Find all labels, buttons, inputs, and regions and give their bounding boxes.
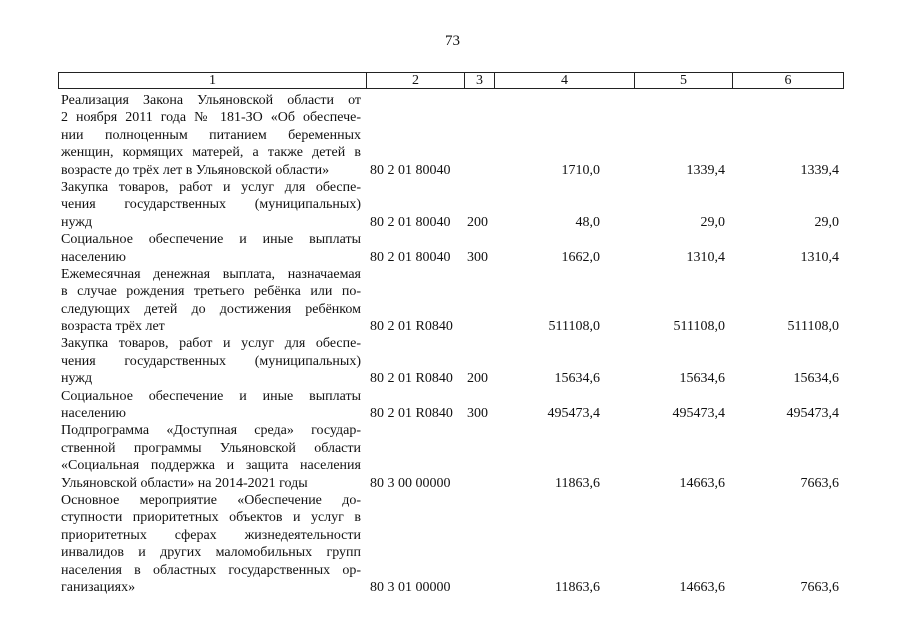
description-line: Ульяновской области» на 2014-2021 годы [61, 475, 308, 491]
value-col-6: 29,0 [814, 214, 839, 230]
budget-code: 80 2 01 R0840 [370, 319, 453, 335]
header-col-2: 2 [367, 73, 465, 88]
expense-type: 200 [467, 214, 488, 230]
table-row [0, 231, 905, 266]
budget-code: 80 3 00 00000 [370, 475, 451, 491]
description-line: ственной программы Ульяновской области [61, 440, 361, 456]
description-line: приоритетных сферах жизнедеятельности [61, 527, 361, 543]
value-col-4: 1662,0 [561, 249, 600, 265]
row-description [61, 179, 361, 231]
budget-code: 80 2 01 80040 [370, 162, 451, 178]
description-line: нужд [61, 371, 93, 387]
description-line: возрасте до трёх лет в Ульяновской области» [61, 162, 330, 178]
row-description [61, 266, 361, 336]
value-col-4: 1710,0 [561, 162, 600, 178]
description-line: женщин, кормящих матерей, а также детей в [61, 145, 361, 161]
value-col-6: 495473,4 [786, 406, 839, 422]
page-number: 73 [445, 33, 460, 49]
header-col-1: 1 [59, 73, 367, 88]
description-line: Закупка товаров, работ и услуг для обеспе- [61, 179, 361, 195]
description-line: населению [61, 249, 126, 265]
description-line: 2 ноября 2011 года № 181-ЗО «Об обеспече- [61, 110, 361, 126]
description-line: нии полноценным питанием беременных [61, 127, 361, 143]
row-description [61, 231, 361, 266]
row-description [61, 422, 361, 492]
description-line: следующих детей до достижения ребёнком [61, 301, 361, 317]
description-line: ганизациях» [61, 579, 136, 595]
header-col-5: 5 [635, 73, 733, 88]
table-row [0, 388, 905, 423]
budget-code: 80 2 01 R0840 [370, 371, 453, 387]
description-line: Закупка товаров, работ и услуг для обеспе- [61, 336, 361, 352]
row-description [61, 492, 361, 596]
description-line: населения в областных государственных ор- [61, 562, 361, 578]
table-header [58, 72, 844, 89]
budget-code: 80 3 01 00000 [370, 579, 451, 595]
value-col-5: 29,0 [700, 214, 725, 230]
description-line: Социальное обеспечение и иные выплаты [61, 232, 361, 248]
description-line: населению [61, 406, 126, 422]
description-line: в случае рождения третьего ребёнка или по- [61, 284, 361, 300]
budget-code: 80 2 01 80040 [370, 214, 451, 230]
value-col-4: 511108,0 [548, 319, 600, 335]
expense-type: 200 [467, 371, 488, 387]
value-col-5: 14663,6 [679, 475, 725, 491]
value-col-6: 7663,6 [800, 475, 839, 491]
description-line: чения государственных (муниципальных) [61, 197, 361, 213]
value-col-6: 511108,0 [787, 319, 839, 335]
row-description [61, 335, 361, 387]
value-col-6: 1310,4 [800, 249, 839, 265]
value-col-6: 7663,6 [800, 579, 839, 595]
description-line: Социальное обеспечение и иные выплаты [61, 388, 361, 404]
value-col-6: 1339,4 [800, 162, 839, 178]
header-col-6: 6 [784, 73, 792, 88]
value-col-4: 48,0 [575, 214, 600, 230]
value-col-5: 495473,4 [672, 406, 725, 422]
table-row [0, 179, 905, 231]
value-col-5: 14663,6 [679, 579, 725, 595]
table-row [0, 492, 905, 596]
value-col-5: 1310,4 [686, 249, 725, 265]
description-line: Реализация Закона Ульяновской области от [61, 93, 361, 108]
table-row [0, 335, 905, 387]
table-row [0, 92, 905, 179]
value-col-6: 15634,6 [793, 371, 839, 387]
description-line: Основное мероприятие «Обеспечение до- [61, 492, 361, 508]
description-line: чения государственных (муниципальных) [61, 353, 361, 369]
value-col-4: 495473,4 [547, 406, 600, 422]
value-col-4: 15634,6 [554, 371, 600, 387]
header-col-3: 3 [465, 73, 495, 88]
expense-type: 300 [467, 406, 488, 422]
description-line: возраста трёх лет [61, 319, 165, 335]
description-line: нужд [61, 214, 93, 230]
description-line: ступности приоритетных объектов и услуг в [61, 510, 361, 526]
description-line: Ежемесячная денежная выплата, назначаемая [61, 266, 361, 282]
header-col-4: 4 [495, 73, 635, 88]
value-col-5: 511108,0 [673, 319, 725, 335]
row-description [61, 388, 361, 423]
table-row [0, 266, 905, 336]
description-line: инвалидов и других маломобильных групп [61, 545, 361, 561]
description-line: «Социальная поддержка и защита населения [61, 458, 361, 474]
value-col-4: 11863,6 [555, 475, 600, 491]
value-col-4: 11863,6 [555, 579, 600, 595]
budget-code: 80 2 01 80040 [370, 249, 451, 265]
row-description [61, 92, 361, 179]
value-col-5: 15634,6 [679, 371, 725, 387]
table-body [0, 92, 905, 596]
expense-type: 300 [467, 249, 488, 265]
description-line: Подпрограмма «Доступная среда» государ- [61, 423, 361, 439]
value-col-5: 1339,4 [686, 162, 725, 178]
table-row [0, 422, 905, 492]
budget-code: 80 2 01 R0840 [370, 406, 453, 422]
